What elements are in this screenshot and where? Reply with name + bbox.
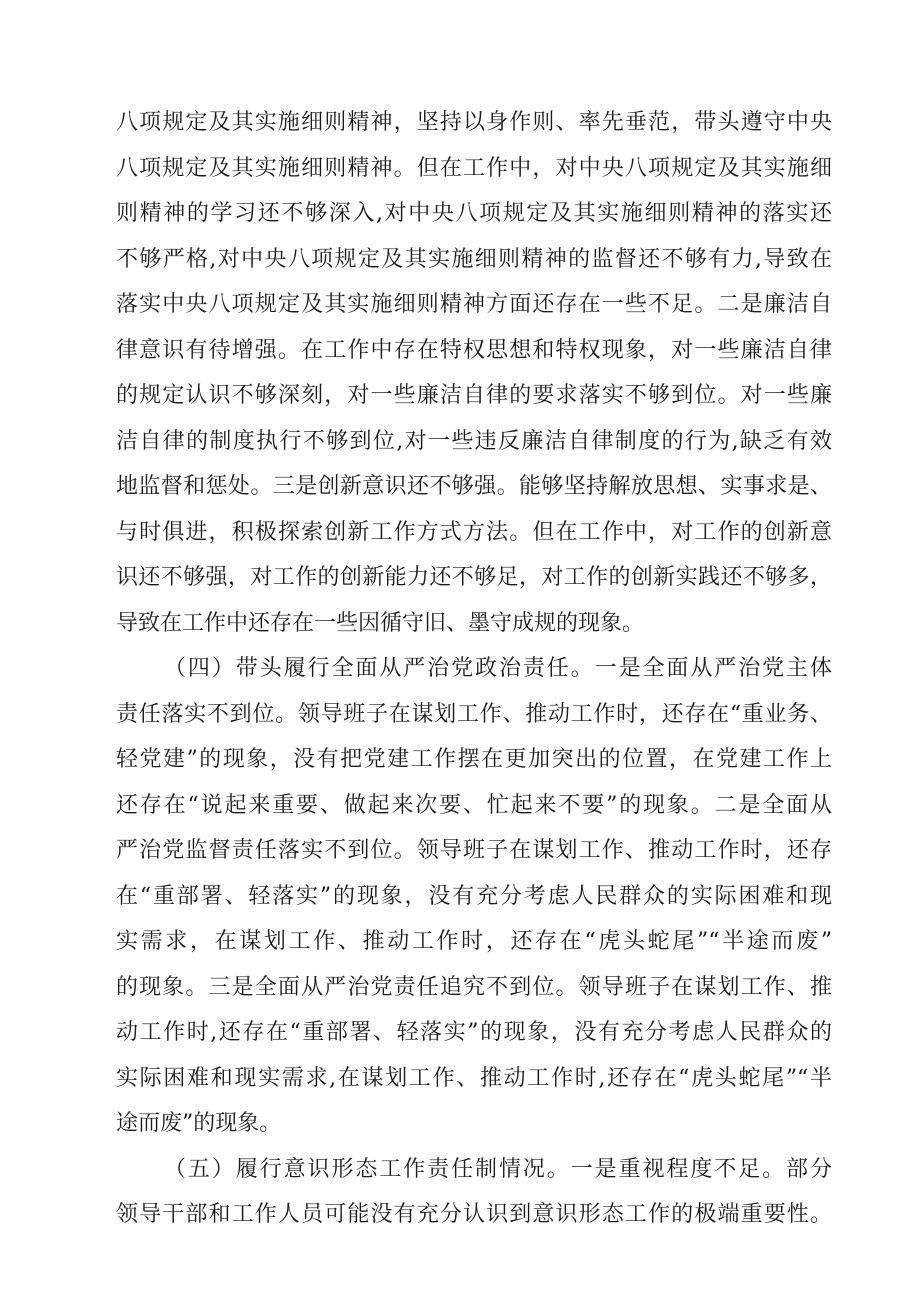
text-line: 轻党建”的现象，没有把党建工作摆在更加突出的位置，在党建工作上 (116, 747, 832, 772)
text-line: 在“重部署、轻落实”的现象，没有充分考虑人民群众的实际困难和现 (116, 883, 832, 909)
text-line: 的现象。三是全面从严治党责任追究不到位。领导班子在谋划工作、推 (116, 974, 832, 1000)
text-line: 的规定认识不够深刻，对一些廉洁自律的要求落实不够到位。对一些廉 (116, 383, 832, 408)
text-line: 洁自律的制度执行不够到位,对一些违反廉洁自律制度的行为,缺乏有效 (116, 428, 832, 454)
section-heading-line: （四）带头履行全面从严治党政治责任。一是全面从严治党主体 (164, 656, 832, 681)
text-line: 不够严格,对中央八项规定及其实施细则精神的监督还不够有力,导致在 (116, 246, 832, 272)
paragraph-end-line: 导致在工作中还存在一些因循守旧、墨守成规的现象。 (116, 610, 645, 636)
body-text (116, 100, 832, 1238)
text-line: 地监督和惩处。三是创新意识还不够强。能够坚持解放思想、实事求是、 (116, 474, 832, 499)
text-line: 律意识有待增强。在工作中存在特权思想和特权现象，对一些廉洁自律 (116, 337, 832, 363)
section-heading-line: （五）履行意识形态工作责任制情况。一是重视程度不足。部分 (164, 1156, 832, 1182)
text-line: 识还不够强，对工作的创新能力还不够足，对工作的创新实践还不够多， (116, 565, 832, 590)
text-line: 严治党监督责任落实不到位。领导班子在谋划工作、推动工作时，还存 (116, 838, 832, 863)
text-line: 八项规定及其实施细则精神。但在工作中，对中央八项规定及其实施细 (116, 155, 832, 181)
text-line: 与时俱进，积极探索创新工作方式方法。但在工作中，对工作的创新意 (116, 519, 832, 545)
paragraph-end-line: 途而废”的现象。 (116, 1111, 282, 1136)
text-line: 还存在“说起来重要、做起来次要、忙起来不要”的现象。二是全面从 (116, 792, 832, 818)
text-line: 实需求，在谋划工作、推动工作时，还存在“虎头蛇尾”“半途而废” (116, 929, 832, 954)
text-line: 落实中央八项规定及其实施细则精神方面还存在一些不足。二是廉洁自 (116, 292, 832, 317)
text-line: 实际困难和现实需求,在谋划工作、推动工作时,还存在“虎头蛇尾”“半 (116, 1065, 832, 1091)
text-line: 领导干部和工作人员可能没有充分认识到意识形态工作的极端重要性。 (116, 1202, 832, 1227)
text-line: 则精神的学习还不够深入,对中央八项规定及其实施细则精神的落实还 (116, 201, 832, 226)
text-line: 动工作时,还存在“重部署、轻落实”的现象，没有充分考虑人民群众的 (116, 1020, 832, 1045)
text-line: 责任落实不到位。领导班子在谋划工作、推动工作时，还存在“重业务、 (116, 701, 832, 727)
text-line: 八项规定及其实施细则精神，坚持以身作则、率先垂范，带头遵守中央 (116, 110, 832, 135)
